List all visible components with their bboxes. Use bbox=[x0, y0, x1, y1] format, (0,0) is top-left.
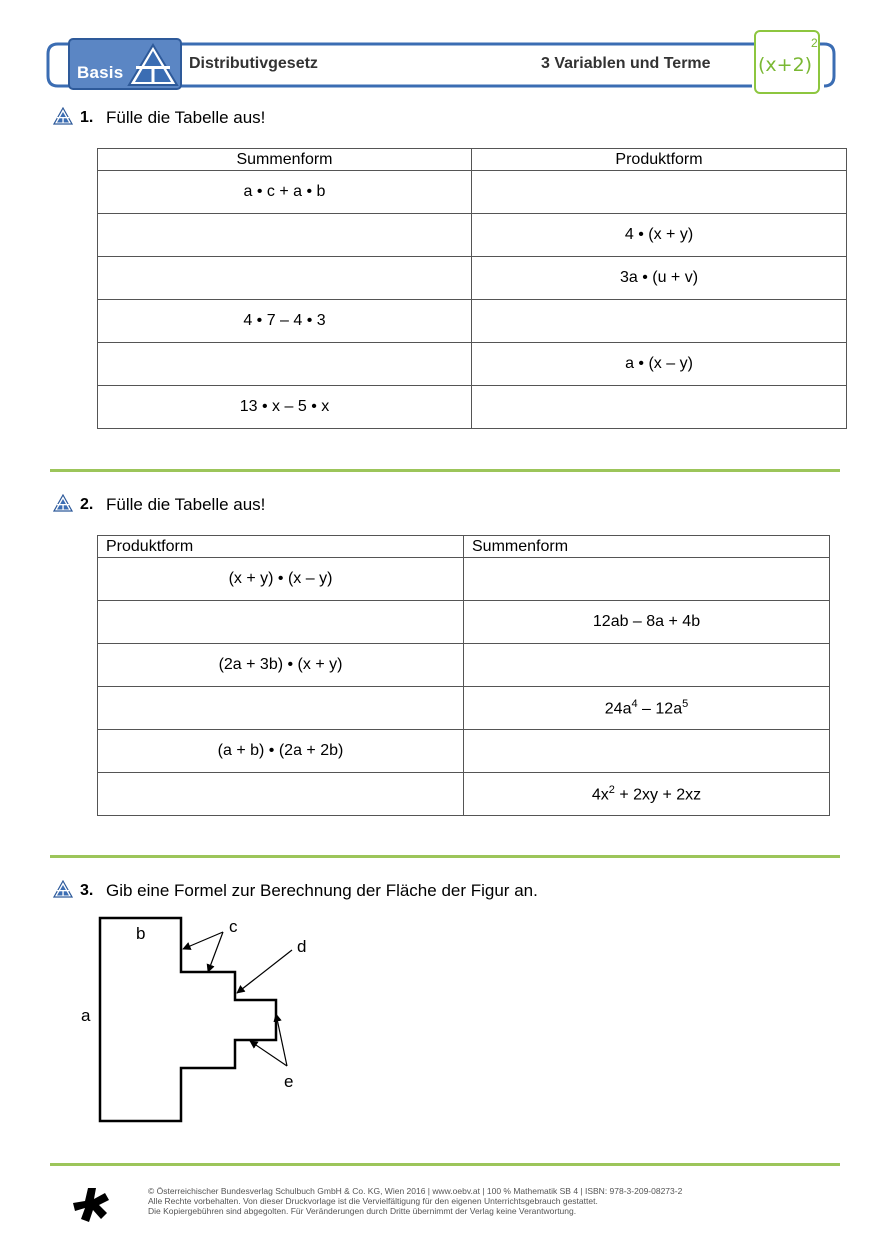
column-header: Produktform bbox=[472, 149, 847, 171]
column-header: Summenform bbox=[98, 149, 472, 171]
section-divider bbox=[50, 469, 840, 472]
answer-cell[interactable] bbox=[98, 214, 472, 257]
table-row bbox=[98, 171, 847, 214]
table-row bbox=[98, 687, 830, 730]
term-part: + 2xy + 2xz bbox=[614, 786, 702, 804]
publisher-logo-icon bbox=[72, 1186, 112, 1224]
badge-label: Basis bbox=[77, 63, 124, 82]
answer-cell[interactable] bbox=[472, 300, 847, 343]
table-cell: (a + b) • (2a + 2b) bbox=[98, 730, 464, 773]
table-cell: (2a + 3b) • (x + y) bbox=[98, 644, 464, 687]
arrow-d bbox=[237, 950, 292, 993]
label-e: e bbox=[284, 1072, 294, 1091]
footer-copyright bbox=[148, 1186, 682, 1216]
column-header: Produktform bbox=[98, 536, 464, 558]
answer-cell[interactable] bbox=[464, 558, 830, 601]
table-row bbox=[98, 601, 830, 644]
answer-cell[interactable] bbox=[472, 386, 847, 429]
table-cell: 12ab – 8a + 4b bbox=[464, 601, 830, 644]
table-cell bbox=[464, 773, 830, 816]
answer-cell[interactable] bbox=[98, 773, 464, 816]
table-cell: 4 • 7 – 4 • 3 bbox=[98, 300, 472, 343]
task-2-number: 2. bbox=[80, 496, 94, 513]
table-row bbox=[98, 730, 830, 773]
table-row bbox=[98, 300, 847, 343]
level-triangle-icon bbox=[126, 42, 180, 88]
level-triangle-icon bbox=[53, 107, 73, 125]
label-b: b bbox=[136, 924, 146, 943]
term-part: 4x bbox=[591, 786, 609, 804]
section-divider bbox=[50, 855, 840, 858]
table-header-row bbox=[98, 536, 830, 558]
label-c: c bbox=[229, 917, 238, 936]
chapter-logo bbox=[754, 30, 820, 94]
table-row bbox=[98, 773, 830, 816]
term-part: – 12a bbox=[637, 700, 683, 718]
table-row bbox=[98, 214, 847, 257]
basis-badge bbox=[68, 38, 182, 90]
footer-line: © Österreichischer Bundesverlag Schulbuch GmbH & Co. KG, Wien 2016 | www.oebv.at | 100 % Mathematik SB 4 | ISBN: 978-3-209-08273-2 bbox=[148, 1186, 683, 1196]
task-1-table bbox=[97, 148, 847, 429]
arrow-e-2 bbox=[250, 1041, 287, 1066]
table-cell: 13 • x – 5 • x bbox=[98, 386, 472, 429]
chapter-logo-exponent: 2 bbox=[811, 36, 818, 50]
task-2-table bbox=[97, 535, 830, 816]
answer-cell[interactable] bbox=[98, 601, 464, 644]
answer-cell[interactable] bbox=[464, 644, 830, 687]
task-1-number: 1. bbox=[80, 109, 94, 126]
chapter-title: 3 Variablen und Terme bbox=[541, 55, 711, 72]
level-triangle-icon bbox=[53, 880, 73, 898]
task-1-instruction: Fülle die Tabelle aus! bbox=[106, 108, 266, 127]
table-cell bbox=[464, 687, 830, 730]
table-cell: (x + y) • (x – y) bbox=[98, 558, 464, 601]
level-triangle-icon bbox=[53, 494, 73, 512]
column-header: Summenform bbox=[464, 536, 830, 558]
term-part: 24a bbox=[604, 700, 632, 718]
table-row bbox=[98, 343, 847, 386]
answer-cell[interactable] bbox=[98, 343, 472, 386]
table-row bbox=[98, 558, 830, 601]
answer-cell[interactable] bbox=[464, 730, 830, 773]
table-row bbox=[98, 386, 847, 429]
task-3-number: 3. bbox=[80, 882, 94, 899]
table-cell: a • c + a • b bbox=[98, 171, 472, 214]
table-cell: 3a • (u + v) bbox=[472, 257, 847, 300]
section-divider bbox=[50, 1163, 840, 1166]
task-3-instruction: Gib eine Formel zur Berechnung der Fläche der Figur an. bbox=[106, 881, 538, 900]
table-cell: 4 • (x + y) bbox=[472, 214, 847, 257]
footer-line: Die Kopiergebühren sind abgegolten. Für Veränderungen durch Dritte übernimmt der Verlag keine Verantwortung. bbox=[148, 1206, 577, 1216]
term-exponent: 5 bbox=[682, 697, 689, 710]
table-row bbox=[98, 644, 830, 687]
table-row bbox=[98, 257, 847, 300]
chapter-logo-formula: (x+2) bbox=[758, 54, 813, 76]
arrow-e-1 bbox=[276, 1014, 287, 1066]
answer-cell[interactable] bbox=[98, 687, 464, 730]
label-d: d bbox=[297, 937, 307, 956]
footer-line: Alle Rechte vorbehalten. Von dieser Druckvorlage ist die Vervielfältigung für den eigenen Unterrichtsgebrauch gestattet. bbox=[148, 1196, 598, 1206]
label-a: a bbox=[81, 1006, 91, 1025]
answer-cell[interactable] bbox=[98, 257, 472, 300]
term-exponent: 4 bbox=[631, 697, 638, 710]
page-title: Distributivgesetz bbox=[189, 55, 318, 72]
figure-outline bbox=[100, 918, 276, 1121]
table-header-row bbox=[98, 149, 847, 171]
task-2-instruction: Fülle die Tabelle aus! bbox=[106, 495, 266, 514]
term-exponent: 2 bbox=[608, 783, 615, 796]
answer-cell[interactable] bbox=[472, 171, 847, 214]
table-cell: a • (x – y) bbox=[472, 343, 847, 386]
